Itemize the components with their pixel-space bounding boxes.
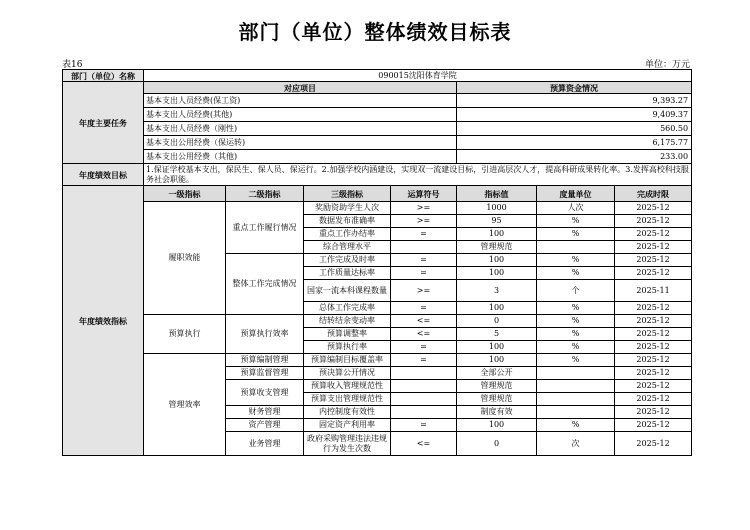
deadline-cell: 2025-12 xyxy=(615,215,692,228)
performance-table xyxy=(62,69,692,456)
unit-cell: % xyxy=(537,228,615,241)
operator-cell xyxy=(391,380,457,393)
level3-cell: 固定资产利用率 xyxy=(304,419,391,432)
level3-cell: 综合管理水平 xyxy=(304,241,391,254)
level2-budget-income-expense: 预算收支管理 xyxy=(226,380,304,406)
level3-cell: 总体工作完成率 xyxy=(304,302,391,315)
operator-cell: >= xyxy=(391,215,457,228)
header-level2: 二级指标 xyxy=(226,186,304,202)
deadline-cell: 2025-12 xyxy=(615,367,692,380)
goal-label: 年度绩效目标 xyxy=(63,164,144,186)
level3-cell: 预决算公开情况 xyxy=(304,367,391,380)
level3-cell: 预算编制目标覆盖率 xyxy=(304,354,391,367)
operator-cell: = xyxy=(391,254,457,267)
dept-name: 090015沈阳体育学院 xyxy=(144,70,692,82)
task-amount: 560.50 xyxy=(457,122,692,136)
level1-budget-execution: 预算执行 xyxy=(144,315,226,354)
deadline-cell: 2025-12 xyxy=(615,393,692,406)
deadline-cell: 2025-12 xyxy=(615,254,692,267)
value-cell: 管理规范 xyxy=(457,380,537,393)
level3-cell: 工作质量达标率 xyxy=(304,267,391,280)
value-cell: 全部公开 xyxy=(457,367,537,380)
operator-cell: = xyxy=(391,341,457,354)
task-name: 基本支出公用经费（其他) xyxy=(144,150,457,164)
level3-cell: 奖励资助学生人次 xyxy=(304,202,391,215)
operator-cell: = xyxy=(391,228,457,241)
unit-label: 单位：万元 xyxy=(644,60,690,70)
deadline-cell: 2025-11 xyxy=(615,280,692,302)
deadline-cell: 2025-12 xyxy=(615,354,692,367)
level3-cell: 结转结余变动率 xyxy=(304,315,391,328)
indicator-label: 年度绩效指标 xyxy=(63,186,144,456)
deadline-cell: 2025-12 xyxy=(615,432,692,456)
operator-cell: <= xyxy=(391,432,457,456)
unit-cell xyxy=(537,393,615,406)
unit-cell xyxy=(537,241,615,254)
level1-management-efficiency: 管理效率 xyxy=(144,354,226,456)
deadline-cell: 2025-12 xyxy=(615,267,692,280)
operator-cell: = xyxy=(391,419,457,432)
value-cell: 100 xyxy=(457,254,537,267)
header-value: 指标值 xyxy=(457,186,537,202)
unit-cell: % xyxy=(537,267,615,280)
value-cell: 95 xyxy=(457,215,537,228)
unit-cell: % xyxy=(537,315,615,328)
level1-performance: 履职效能 xyxy=(144,202,226,315)
level3-cell: 预算调整率 xyxy=(304,328,391,341)
header-level1: 一级指标 xyxy=(144,186,226,202)
deadline-cell: 2025-12 xyxy=(615,341,692,354)
value-cell: 3 xyxy=(457,280,537,302)
task-name: 基本支出人员经费(其他) xyxy=(144,108,457,122)
unit-cell xyxy=(537,367,615,380)
header-unit: 度量单位 xyxy=(537,186,615,202)
value-cell: 制度有效 xyxy=(457,406,537,419)
goal-text: 1.保证学校基本支出，保民生、保人员、保运行。2.加强学校内涵建设，实现双一流建设目标，引进高层次人才，提高科研成果转化率。3.发挥高校科技服务社会职能。 xyxy=(144,164,692,186)
value-cell: 1000 xyxy=(457,202,537,215)
unit-cell: % xyxy=(537,354,615,367)
level2-financial-management: 财务管理 xyxy=(226,406,304,419)
operator-cell: >= xyxy=(391,280,457,302)
header-operator: 运算符号 xyxy=(391,186,457,202)
unit-cell: 次 xyxy=(537,432,615,456)
value-cell: 100 xyxy=(457,267,537,280)
deadline-cell: 2025-12 xyxy=(615,302,692,315)
deadline-cell: 2025-12 xyxy=(615,406,692,419)
operator-cell xyxy=(391,241,457,254)
value-cell: 0 xyxy=(457,315,537,328)
level2-overall-work: 整体工作完成情况 xyxy=(226,254,304,315)
operator-cell: = xyxy=(391,302,457,315)
task-amount: 233.00 xyxy=(457,150,692,164)
task-label: 年度主要任务 xyxy=(63,82,144,164)
header-level3: 三级指标 xyxy=(304,186,391,202)
level3-cell: 预算收入管理规范性 xyxy=(304,380,391,393)
task-name: 基本支出公用经费（保运转) xyxy=(144,136,457,150)
unit-cell: % xyxy=(537,254,615,267)
task-header-project: 对应项目 xyxy=(144,82,457,94)
deadline-cell: 2025-12 xyxy=(615,315,692,328)
level2-budget-efficiency: 预算执行效率 xyxy=(226,315,304,354)
dept-label: 部门（单位）名称 xyxy=(63,70,144,82)
value-cell: 100 xyxy=(457,354,537,367)
level3-cell: 工作完成及时率 xyxy=(304,254,391,267)
value-cell: 100 xyxy=(457,419,537,432)
value-cell: 0 xyxy=(457,432,537,456)
level2-asset-management: 资产管理 xyxy=(226,419,304,432)
operator-cell xyxy=(391,406,457,419)
unit-cell xyxy=(537,380,615,393)
level3-cell: 数据发布准确率 xyxy=(304,215,391,228)
task-amount: 9,393.27 xyxy=(457,94,692,108)
task-name: 基本支出人员经费（刚性) xyxy=(144,122,457,136)
task-amount: 9,409.37 xyxy=(457,108,692,122)
level2-key-work: 重点工作履行情况 xyxy=(226,202,304,254)
value-cell: 5 xyxy=(457,328,537,341)
unit-cell: % xyxy=(537,419,615,432)
deadline-cell: 2025-12 xyxy=(615,202,692,215)
task-name: 基本支出人员经费(保工资) xyxy=(144,94,457,108)
level2-business-management: 业务管理 xyxy=(226,432,304,456)
level3-cell: 重点工作办结率 xyxy=(304,228,391,241)
deadline-cell: 2025-12 xyxy=(615,328,692,341)
level3-cell: 政府采购管理违法违规行为发生次数 xyxy=(304,432,391,456)
level3-cell: 内控制度有效性 xyxy=(304,406,391,419)
value-cell: 100 xyxy=(457,228,537,241)
operator-cell: >= xyxy=(391,202,457,215)
deadline-cell: 2025-12 xyxy=(615,380,692,393)
deadline-cell: 2025-12 xyxy=(615,228,692,241)
level3-cell: 预算执行率 xyxy=(304,341,391,354)
table-number: 表16 xyxy=(62,60,83,70)
value-cell: 100 xyxy=(457,341,537,354)
operator-cell: = xyxy=(391,354,457,367)
deadline-cell: 2025-12 xyxy=(615,419,692,432)
level3-cell: 预算支出管理规范性 xyxy=(304,393,391,406)
unit-cell: % xyxy=(537,302,615,315)
unit-cell: % xyxy=(537,215,615,228)
header-deadline: 完成时限 xyxy=(615,186,692,202)
operator-cell xyxy=(391,367,457,380)
level2-budget-compilation: 预算编制管理 xyxy=(226,354,304,367)
operator-cell: = xyxy=(391,267,457,280)
level2-budget-supervision: 预算监督管理 xyxy=(226,367,304,380)
value-cell: 100 xyxy=(457,302,537,315)
unit-cell: % xyxy=(537,328,615,341)
unit-cell: % xyxy=(537,341,615,354)
deadline-cell: 2025-12 xyxy=(615,241,692,254)
level3-cell: 国家一流本科课程数量 xyxy=(304,280,391,302)
unit-cell xyxy=(537,406,615,419)
operator-cell: <= xyxy=(391,328,457,341)
task-amount: 6,175.77 xyxy=(457,136,692,150)
page-title: 部门（单位）整体绩效目标表 xyxy=(238,20,512,44)
task-header-budget: 预算资金情况 xyxy=(457,82,692,94)
operator-cell xyxy=(391,393,457,406)
unit-cell: 人次 xyxy=(537,202,615,215)
value-cell: 管理规范 xyxy=(457,393,537,406)
value-cell: 管理规范 xyxy=(457,241,537,254)
unit-cell: 个 xyxy=(537,280,615,302)
operator-cell: <= xyxy=(391,315,457,328)
